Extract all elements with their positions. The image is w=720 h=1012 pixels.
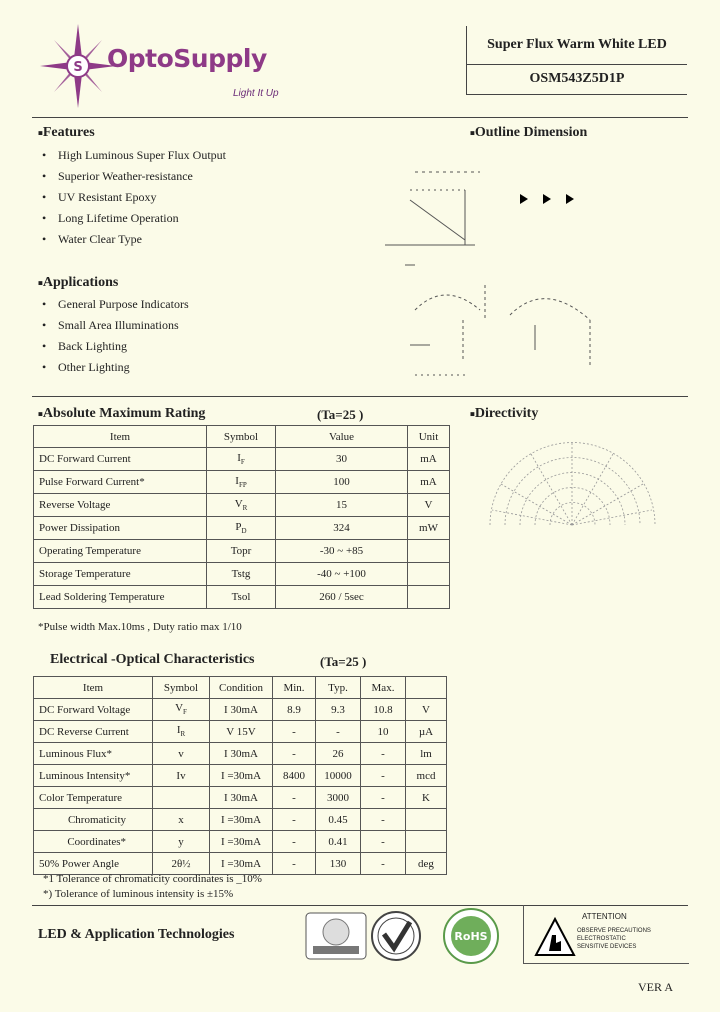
list-item: • Other Lighting (42, 360, 130, 374)
table-cell: I 30mA (210, 699, 273, 721)
table-row (34, 586, 450, 609)
features-list (36, 145, 226, 250)
table-row (34, 787, 447, 809)
table-cell: 324 (276, 517, 408, 540)
table-cell: 30 (276, 448, 408, 471)
header-cell: Unit (408, 426, 450, 448)
table-cell: Luminous Flux* (34, 743, 153, 765)
company-name: LED & Application Technologies (38, 927, 235, 942)
table-row (34, 699, 447, 721)
table-row (34, 721, 447, 743)
table-row (34, 809, 447, 831)
abs-max-footnote: *Pulse width Max.10ms , Duty ratio max 1/10 (38, 621, 242, 633)
table-cell: $V_R$ (207, 494, 276, 517)
table-cell: I =30mA (210, 853, 273, 875)
table-cell: K (406, 787, 447, 809)
table-cell: - (273, 853, 316, 875)
list-item: • Back Lighting (42, 339, 127, 353)
table-cell: µA (406, 721, 447, 743)
esd-line: SENSITIVE DEVICES (577, 944, 637, 950)
esd-hand-warning-icon (534, 917, 576, 957)
table-row (34, 831, 447, 853)
table-cell: - (273, 787, 316, 809)
brand-name: OptoSupply (107, 44, 267, 73)
table-cell: - (361, 831, 406, 853)
table-cell: 50% Power Angle (34, 853, 153, 875)
table-cell: - (361, 743, 406, 765)
esd-text (577, 927, 651, 951)
electrical-note-2: *) Tolerance of luminous intensity is ±15% (43, 888, 234, 900)
table-cell: Luminous Intensity* (34, 765, 153, 787)
table-cell: lm (406, 743, 447, 765)
table-cell: 26 (316, 743, 361, 765)
table-cell: 10.8 (361, 699, 406, 721)
applications-list (36, 294, 189, 378)
table-cell: V (408, 494, 450, 517)
table-row (34, 517, 450, 540)
table-cell: DC Reverse Current (34, 721, 153, 743)
table-cell: 8400 (273, 765, 316, 787)
table-cell: mA (408, 448, 450, 471)
table-cell: deg (406, 853, 447, 875)
table-cell: Pulse Forward Current* (34, 471, 207, 494)
table-cell: $V_F$ (153, 699, 210, 721)
header-cell (406, 677, 447, 699)
quality-checkmark-icon (370, 910, 422, 962)
table-cell: -30 ~ +85 (276, 540, 408, 563)
title-box (466, 26, 687, 95)
table-cell: V (406, 699, 447, 721)
table-cell (408, 540, 450, 563)
table-row (34, 494, 450, 517)
table-cell: - (361, 787, 406, 809)
table-cell: DC Forward Current (34, 448, 207, 471)
table-cell: I =30mA (210, 831, 273, 853)
list-item: • Small Area Illuminations (42, 318, 179, 332)
table-cell: - (273, 831, 316, 853)
table-cell: - (361, 809, 406, 831)
table-row (34, 765, 447, 787)
directivity-chart (480, 440, 665, 530)
electrical-table (33, 676, 447, 875)
table-cell: mcd (406, 765, 447, 787)
header-cell: Value (276, 426, 408, 448)
table-cell: Chromaticity (34, 809, 153, 831)
version-label: VER A (638, 980, 674, 994)
table-cell: I =30mA (210, 765, 273, 787)
table-cell: - (361, 853, 406, 875)
table-cell: $I_{FP}$ (207, 471, 276, 494)
table-header-row (34, 677, 447, 699)
table-cell: Lead Soldering Temperature (34, 586, 207, 609)
table-cell (153, 787, 210, 809)
abs-max-table (33, 425, 450, 609)
table-cell: $P_D$ (207, 517, 276, 540)
table-cell (408, 586, 450, 609)
table-cell: 2θ½ (153, 853, 210, 875)
table-cell: 9.3 (316, 699, 361, 721)
table-cell: 10 (361, 721, 406, 743)
table-cell: V 15V (210, 721, 273, 743)
table-cell: Tsol (207, 586, 276, 609)
header-cell: Max. (361, 677, 406, 699)
list-item: • UV Resistant Epoxy (42, 190, 157, 204)
table-cell: Reverse Voltage (34, 494, 207, 517)
table-row (34, 853, 447, 875)
part-number: OSM543Z5D1P (529, 71, 625, 86)
header-cell: Condition (210, 677, 273, 699)
table-cell: Iv (153, 765, 210, 787)
table-cell: $I_R$ (153, 721, 210, 743)
table-cell: mW (408, 517, 450, 540)
table-cell: mA (408, 471, 450, 494)
esd-line: ELECTROSTATIC (577, 936, 626, 942)
table-cell: v (153, 743, 210, 765)
rohs-label: RoHS (454, 930, 488, 943)
table-cell: -40 ~ +100 (276, 563, 408, 586)
electrical-heading: Electrical -Optical Characteristics (50, 652, 255, 667)
table-cell: I =30mA (210, 809, 273, 831)
table-row (34, 471, 450, 494)
header-cell: Min. (273, 677, 316, 699)
features-heading: ■Features (38, 125, 95, 140)
list-item: • Water Clear Type (42, 232, 142, 246)
table-header-row (34, 426, 450, 448)
table-cell: Coordinates* (34, 831, 153, 853)
table-cell: Storage Temperature (34, 563, 207, 586)
table-cell: 260 / 5sec (276, 586, 408, 609)
directivity-heading: ■Directivity (470, 406, 539, 421)
list-item: • Long Lifetime Operation (42, 211, 179, 225)
table-row (34, 448, 450, 471)
applications-heading: ■Applications (38, 275, 119, 290)
table-cell (408, 563, 450, 586)
product-title: Super Flux Warm White LED (467, 26, 687, 65)
table-cell: 8.9 (273, 699, 316, 721)
svg-text:S: S (73, 60, 83, 75)
header-cell: Typ. (316, 677, 361, 699)
optosupply-logo-icon (38, 22, 118, 110)
table-row (34, 540, 450, 563)
table-cell: I 30mA (210, 743, 273, 765)
table-cell: 15 (276, 494, 408, 517)
table-cell: 130 (316, 853, 361, 875)
table-cell: 3000 (316, 787, 361, 809)
list-item: • General Purpose Indicators (42, 297, 189, 311)
table-cell: 10000 (316, 765, 361, 787)
esd-warning-box (523, 905, 689, 964)
table-cell: - (273, 809, 316, 831)
table-cell: 0.41 (316, 831, 361, 853)
table-cell: I 30mA (210, 787, 273, 809)
table-cell: Topr (207, 540, 276, 563)
table-cell: x (153, 809, 210, 831)
list-item: • High Luminous Super Flux Output (42, 148, 227, 162)
esd-line: OBSERVE PRECAUTIONS (577, 928, 651, 934)
outline-heading: ■Outline Dimension (470, 125, 588, 140)
header-cell: Item (34, 426, 207, 448)
electrical-note-1: *1 Tolerance of chromaticity coordinates is _10% (43, 873, 262, 885)
list-item: • Superior Weather-resistance (42, 169, 193, 183)
abs-max-heading: ■Absolute Maximum Rating (38, 406, 206, 421)
table-cell: - (316, 721, 361, 743)
header-cell: Item (34, 677, 153, 699)
rohs-compliant-icon (440, 907, 502, 965)
brand-tagline: Light It Up (233, 88, 279, 99)
table-cell: $I_F$ (207, 448, 276, 471)
table-cell: Operating Temperature (34, 540, 207, 563)
table-cell: - (273, 743, 316, 765)
table-cell (406, 809, 447, 831)
abs-max-condition: (Ta=25 ) (317, 407, 364, 422)
header-cell: Symbol (153, 677, 210, 699)
table-cell: Tstg (207, 563, 276, 586)
table-cell: Power Dissipation (34, 517, 207, 540)
attention-label: ATTENTION (582, 912, 627, 921)
table-row (34, 743, 447, 765)
table-row (34, 563, 450, 586)
table-cell: 100 (276, 471, 408, 494)
table-cell: - (361, 765, 406, 787)
table-cell: DC Forward Voltage (34, 699, 153, 721)
table-cell: Color Temperature (34, 787, 153, 809)
electrical-condition: (Ta=25 ) (320, 654, 367, 669)
middle-divider (32, 396, 688, 397)
table-cell (406, 831, 447, 853)
table-cell: - (273, 721, 316, 743)
outline-drawing (385, 160, 595, 385)
tuv-certification-icon (305, 912, 367, 960)
header-cell: Symbol (207, 426, 276, 448)
top-divider (32, 117, 688, 118)
table-cell: 0.45 (316, 809, 361, 831)
table-cell: y (153, 831, 210, 853)
